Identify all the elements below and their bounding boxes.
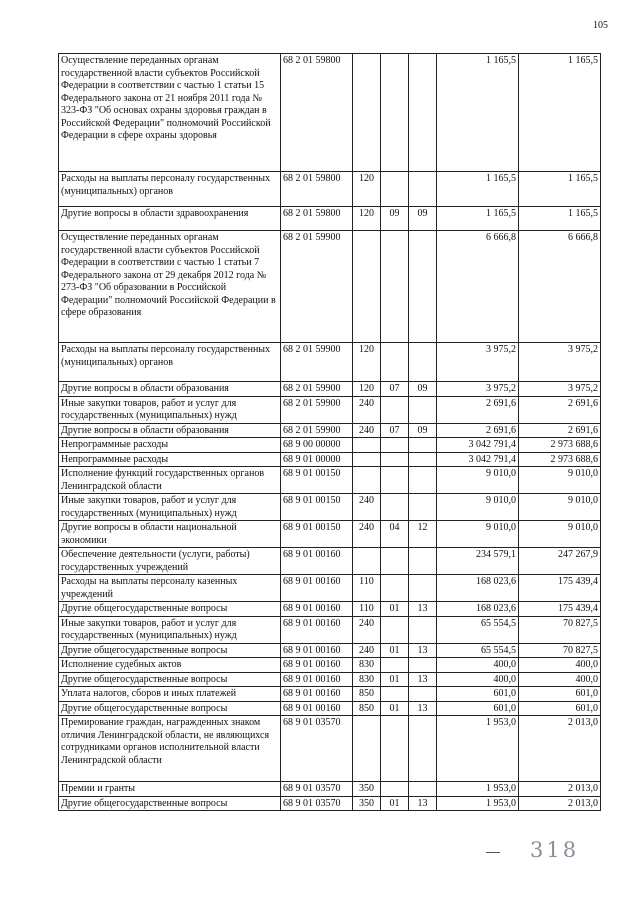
cell-target-article: 68 9 01 00160: [281, 616, 353, 643]
table-row: [59, 54, 601, 172]
table-row: [59, 796, 601, 811]
cell-section: 07: [381, 423, 409, 438]
cell-section: 09: [381, 207, 409, 231]
cell-amount-year1: 1 165,5: [437, 172, 519, 207]
cell-section: [381, 452, 409, 467]
cell-amount-year2: 247 267,9: [519, 548, 601, 575]
cell-amount-year1: 400,0: [437, 658, 519, 673]
cell-amount-year1: 3 042 791,4: [437, 438, 519, 453]
cell-amount-year2: 1 165,5: [519, 172, 601, 207]
cell-expense-type: 120: [353, 172, 381, 207]
cell-name: Премии и гранты: [59, 782, 281, 797]
cell-amount-year2: 2 013,0: [519, 716, 601, 782]
cell-subsection: [409, 716, 437, 782]
cell-amount-year1: 1 953,0: [437, 796, 519, 811]
cell-subsection: [409, 658, 437, 673]
cell-expense-type: 850: [353, 687, 381, 702]
cell-amount-year1: 601,0: [437, 687, 519, 702]
cell-target-article: 68 2 01 59900: [281, 343, 353, 382]
footer-dash: [486, 852, 500, 853]
cell-target-article: 68 9 01 00150: [281, 494, 353, 521]
table-row: [59, 602, 601, 617]
cell-subsection: 13: [409, 701, 437, 716]
cell-name: Другие общегосударственные вопросы: [59, 672, 281, 687]
cell-amount-year2: 601,0: [519, 701, 601, 716]
budget-table: [58, 53, 601, 811]
cell-section: [381, 548, 409, 575]
cell-name: Осуществление переданных органам государственной власти субъектов Российской Федерации в соответствии с частью 1 статьи 15 Федерального закона от 21 ноября 2011 года № 323-ФЗ "Об основах охраны здоровья граждан в Российской Федерации" полномочий Российской Федерации в сфере охраны здоровья: [59, 54, 281, 172]
cell-target-article: 68 9 01 00160: [281, 672, 353, 687]
cell-target-article: 68 9 01 00160: [281, 643, 353, 658]
cell-expense-type: 120: [353, 382, 381, 397]
cell-amount-year1: 168 023,6: [437, 602, 519, 617]
cell-amount-year1: 65 554,5: [437, 616, 519, 643]
cell-target-article: 68 9 01 03570: [281, 796, 353, 811]
table-row: [59, 616, 601, 643]
table-row: [59, 452, 601, 467]
cell-amount-year2: 70 827,5: [519, 643, 601, 658]
cell-target-article: 68 2 01 59800: [281, 172, 353, 207]
table-row: [59, 672, 601, 687]
cell-name: Премирование граждан, награжденных знаком отличия Ленинградской области, не являющихся сотрудниками органов исполнительной власти Ленинградской области: [59, 716, 281, 782]
cell-name: Другие общегосударственные вопросы: [59, 796, 281, 811]
cell-amount-year1: 2 691,6: [437, 396, 519, 423]
cell-subsection: [409, 548, 437, 575]
cell-amount-year1: 9 010,0: [437, 494, 519, 521]
cell-section: 01: [381, 643, 409, 658]
cell-name: Другие вопросы в области здравоохранения: [59, 207, 281, 231]
table-row: [59, 575, 601, 602]
cell-subsection: 13: [409, 602, 437, 617]
cell-name: Другие вопросы в области образования: [59, 382, 281, 397]
cell-subsection: 09: [409, 423, 437, 438]
table-row: [59, 231, 601, 343]
cell-amount-year1: 9 010,0: [437, 521, 519, 548]
cell-name: Обеспечение деятельности (услуги, работы) государственных учреждений: [59, 548, 281, 575]
cell-subsection: [409, 231, 437, 343]
cell-target-article: 68 9 01 00160: [281, 701, 353, 716]
cell-target-article: 68 9 01 00160: [281, 658, 353, 673]
table-row: [59, 521, 601, 548]
cell-expense-type: 110: [353, 575, 381, 602]
cell-amount-year2: 400,0: [519, 672, 601, 687]
cell-section: [381, 782, 409, 797]
cell-subsection: 13: [409, 672, 437, 687]
cell-expense-type: [353, 548, 381, 575]
cell-subsection: [409, 616, 437, 643]
cell-target-article: 68 2 01 59900: [281, 382, 353, 397]
cell-name: Непрограммные расходы: [59, 438, 281, 453]
cell-section: 01: [381, 701, 409, 716]
cell-name: Расходы на выплаты персоналу государственных (муниципальных) органов: [59, 172, 281, 207]
cell-amount-year2: 1 165,5: [519, 207, 601, 231]
cell-amount-year2: 9 010,0: [519, 521, 601, 548]
cell-subsection: [409, 452, 437, 467]
cell-expense-type: 240: [353, 494, 381, 521]
cell-amount-year1: 234 579,1: [437, 548, 519, 575]
cell-section: 01: [381, 796, 409, 811]
cell-amount-year2: 2 973 688,6: [519, 438, 601, 453]
cell-target-article: 68 9 01 00150: [281, 521, 353, 548]
budget-table-body: [59, 54, 601, 811]
cell-name: Исполнение функций государственных органов Ленинградской области: [59, 467, 281, 494]
cell-subsection: [409, 687, 437, 702]
cell-expense-type: 240: [353, 643, 381, 658]
cell-subsection: [409, 54, 437, 172]
cell-name: Уплата налогов, сборов и иных платежей: [59, 687, 281, 702]
table-row: [59, 172, 601, 207]
cell-section: [381, 231, 409, 343]
cell-expense-type: [353, 467, 381, 494]
cell-amount-year2: 9 010,0: [519, 494, 601, 521]
cell-target-article: 68 9 01 00160: [281, 575, 353, 602]
cell-amount-year2: 601,0: [519, 687, 601, 702]
cell-name: Осуществление переданных органам государственной власти субъектов Российской Федерации в соответствии с частью 1 статьи 7 Федерального закона от 29 декабря 2012 года № 273-ФЗ "Об образовании в Российской Федерации" полномочий Российской Федерации в сфере образования: [59, 231, 281, 343]
cell-amount-year2: 2 973 688,6: [519, 452, 601, 467]
cell-amount-year2: 175 439,4: [519, 602, 601, 617]
cell-section: [381, 687, 409, 702]
cell-section: [381, 575, 409, 602]
table-row: [59, 467, 601, 494]
cell-amount-year1: 168 023,6: [437, 575, 519, 602]
cell-name: Другие общегосударственные вопросы: [59, 643, 281, 658]
cell-amount-year1: 601,0: [437, 701, 519, 716]
cell-expense-type: [353, 716, 381, 782]
cell-amount-year2: 2 013,0: [519, 782, 601, 797]
cell-name: Другие вопросы в области национальной экономики: [59, 521, 281, 548]
table-row: [59, 658, 601, 673]
cell-subsection: [409, 575, 437, 602]
cell-amount-year2: 1 165,5: [519, 54, 601, 172]
cell-amount-year1: 400,0: [437, 672, 519, 687]
cell-amount-year2: 2 013,0: [519, 796, 601, 811]
cell-expense-type: 120: [353, 207, 381, 231]
cell-subsection: [409, 172, 437, 207]
cell-target-article: 68 2 01 59800: [281, 54, 353, 172]
table-row: [59, 548, 601, 575]
cell-section: [381, 438, 409, 453]
cell-section: [381, 54, 409, 172]
cell-amount-year1: 2 691,6: [437, 423, 519, 438]
table-row: [59, 687, 601, 702]
cell-section: [381, 616, 409, 643]
cell-section: [381, 494, 409, 521]
cell-target-article: 68 9 01 00000: [281, 452, 353, 467]
cell-expense-type: [353, 438, 381, 453]
table-row: [59, 207, 601, 231]
cell-amount-year1: 3 042 791,4: [437, 452, 519, 467]
cell-subsection: 09: [409, 382, 437, 397]
cell-target-article: 68 9 01 00160: [281, 548, 353, 575]
cell-expense-type: [353, 54, 381, 172]
table-row: [59, 396, 601, 423]
cell-target-article: 68 9 01 03570: [281, 716, 353, 782]
cell-name: Иные закупки товаров, работ и услуг для государственных (муниципальных) нужд: [59, 396, 281, 423]
cell-amount-year1: 1 953,0: [437, 716, 519, 782]
cell-name: Иные закупки товаров, работ и услуг для государственных (муниципальных) нужд: [59, 616, 281, 643]
cell-name: Расходы на выплаты персоналу казенных учреждений: [59, 575, 281, 602]
cell-amount-year2: 175 439,4: [519, 575, 601, 602]
cell-target-article: 68 9 01 00160: [281, 687, 353, 702]
cell-section: 07: [381, 382, 409, 397]
cell-amount-year1: 1 953,0: [437, 782, 519, 797]
cell-expense-type: 120: [353, 343, 381, 382]
cell-subsection: [409, 782, 437, 797]
cell-amount-year2: 2 691,6: [519, 396, 601, 423]
cell-expense-type: 830: [353, 672, 381, 687]
cell-amount-year1: 9 010,0: [437, 467, 519, 494]
cell-target-article: 68 2 01 59800: [281, 207, 353, 231]
cell-amount-year2: 3 975,2: [519, 382, 601, 397]
cell-expense-type: 350: [353, 796, 381, 811]
cell-section: 01: [381, 602, 409, 617]
cell-name: Другие вопросы в области образования: [59, 423, 281, 438]
cell-expense-type: 240: [353, 423, 381, 438]
cell-section: [381, 467, 409, 494]
cell-expense-type: 240: [353, 521, 381, 548]
table-row: [59, 701, 601, 716]
table-row: [59, 423, 601, 438]
table-row: [59, 782, 601, 797]
page-number: 105: [593, 20, 608, 31]
table-row: [59, 343, 601, 382]
cell-amount-year2: 3 975,2: [519, 343, 601, 382]
cell-subsection: [409, 467, 437, 494]
cell-amount-year2: 70 827,5: [519, 616, 601, 643]
cell-expense-type: [353, 231, 381, 343]
cell-amount-year2: 6 666,8: [519, 231, 601, 343]
cell-target-article: 68 2 01 59900: [281, 396, 353, 423]
cell-subsection: 13: [409, 796, 437, 811]
cell-subsection: [409, 396, 437, 423]
table-row: [59, 494, 601, 521]
cell-name: Другие общегосударственные вопросы: [59, 701, 281, 716]
cell-target-article: 68 9 01 00160: [281, 602, 353, 617]
cell-target-article: 68 2 01 59900: [281, 423, 353, 438]
cell-amount-year1: 65 554,5: [437, 643, 519, 658]
cell-name: Непрограммные расходы: [59, 452, 281, 467]
cell-section: [381, 172, 409, 207]
cell-amount-year2: 9 010,0: [519, 467, 601, 494]
cell-section: [381, 396, 409, 423]
cell-subsection: [409, 494, 437, 521]
table-row: [59, 716, 601, 782]
cell-expense-type: 240: [353, 616, 381, 643]
table-row: [59, 643, 601, 658]
cell-expense-type: [353, 452, 381, 467]
cell-amount-year1: 3 975,2: [437, 382, 519, 397]
cell-name: Другие общегосударственные вопросы: [59, 602, 281, 617]
cell-subsection: [409, 438, 437, 453]
cell-section: [381, 716, 409, 782]
cell-expense-type: 850: [353, 701, 381, 716]
cell-expense-type: 350: [353, 782, 381, 797]
cell-target-article: 68 9 01 00150: [281, 467, 353, 494]
page-stamp-number: 318: [530, 838, 580, 862]
cell-section: 04: [381, 521, 409, 548]
cell-amount-year1: 6 666,8: [437, 231, 519, 343]
cell-section: 01: [381, 672, 409, 687]
cell-expense-type: 110: [353, 602, 381, 617]
cell-amount-year2: 2 691,6: [519, 423, 601, 438]
table-row: [59, 382, 601, 397]
cell-name: Исполнение судебных актов: [59, 658, 281, 673]
cell-amount-year2: 400,0: [519, 658, 601, 673]
cell-expense-type: 830: [353, 658, 381, 673]
cell-section: [381, 658, 409, 673]
cell-amount-year1: 1 165,5: [437, 54, 519, 172]
cell-amount-year1: 1 165,5: [437, 207, 519, 231]
cell-section: [381, 343, 409, 382]
cell-subsection: 13: [409, 643, 437, 658]
cell-subsection: 09: [409, 207, 437, 231]
table-row: [59, 438, 601, 453]
cell-target-article: 68 2 01 59900: [281, 231, 353, 343]
cell-name: Расходы на выплаты персоналу государственных (муниципальных) органов: [59, 343, 281, 382]
cell-amount-year1: 3 975,2: [437, 343, 519, 382]
cell-subsection: [409, 343, 437, 382]
cell-target-article: 68 9 00 00000: [281, 438, 353, 453]
cell-name: Иные закупки товаров, работ и услуг для государственных (муниципальных) нужд: [59, 494, 281, 521]
cell-subsection: 12: [409, 521, 437, 548]
cell-target-article: 68 9 01 03570: [281, 782, 353, 797]
cell-expense-type: 240: [353, 396, 381, 423]
